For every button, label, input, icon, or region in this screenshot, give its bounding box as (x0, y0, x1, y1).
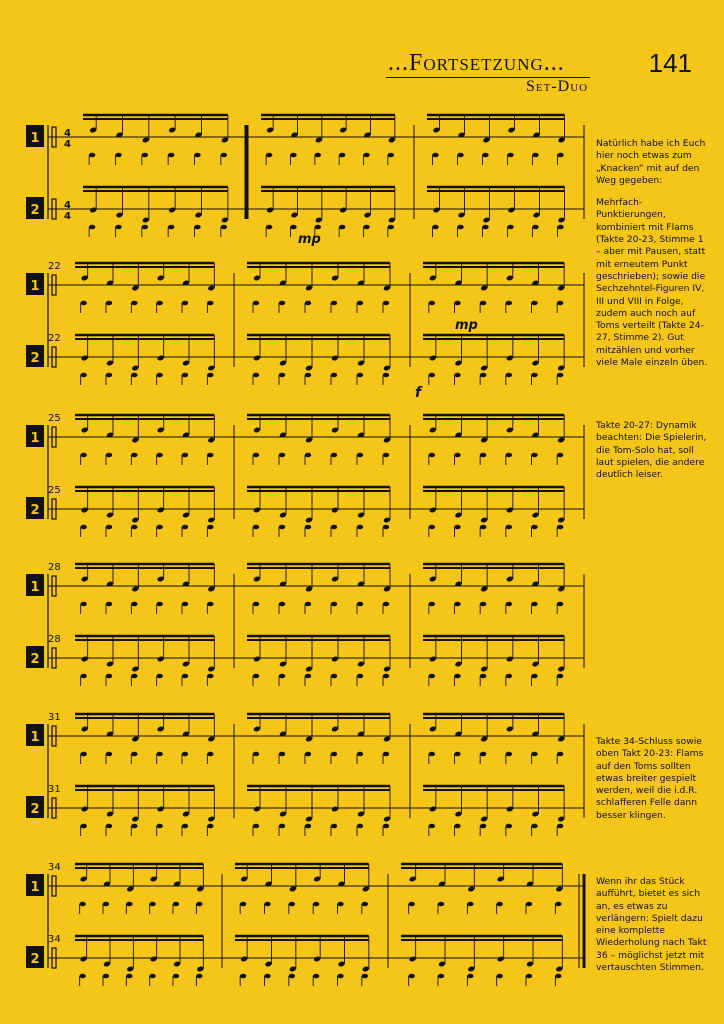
note-head (264, 902, 270, 907)
note-head (331, 373, 337, 378)
note-head (480, 373, 486, 378)
page-subtitle: Set-Duo (526, 78, 589, 95)
note-head (305, 301, 311, 306)
note-head (557, 824, 563, 829)
note-head (526, 974, 532, 979)
staff-label: 2 (30, 952, 40, 967)
note-head (156, 824, 162, 829)
note-head (156, 674, 162, 679)
staff-label: 2 (30, 503, 40, 518)
note-head (438, 974, 444, 979)
note-head (253, 525, 259, 530)
note-head (207, 752, 213, 757)
note-head (506, 301, 512, 306)
note-paragraph: Wenn ihr das Stück aufführt, bietet es sich an, es etwas zu verlängern: Spielt dazu eine komplette Wiederholung nach Takt 36 – möglichst jetzt mit vertauschten Stimmen. (596, 876, 707, 974)
note-head (429, 752, 435, 757)
staff-label: 1 (30, 580, 40, 595)
note-head (79, 902, 85, 907)
note-head (388, 225, 394, 230)
note-head (383, 373, 389, 378)
note-head (337, 974, 343, 979)
note-head (126, 902, 132, 907)
note-head (337, 902, 343, 907)
note-head (156, 602, 162, 607)
note-head (131, 373, 137, 378)
note-head (173, 902, 179, 907)
note-head (429, 602, 435, 607)
page-title: ...Fortsetzung... (388, 50, 565, 76)
note-head (106, 752, 112, 757)
note-head (506, 373, 512, 378)
note-head (557, 373, 563, 378)
note-head (79, 974, 85, 979)
note-head (454, 602, 460, 607)
note-head (506, 674, 512, 679)
note-head (454, 752, 460, 757)
note-head (480, 301, 486, 306)
time-signature: 4 (64, 200, 71, 211)
note-head (305, 824, 311, 829)
note-head (207, 453, 213, 458)
measure-number: 22 (48, 261, 61, 272)
note-head (557, 301, 563, 306)
note-head (305, 602, 311, 607)
staff-label: 2 (30, 351, 40, 366)
note-head (207, 602, 213, 607)
note-head (457, 225, 463, 230)
note-head (315, 153, 321, 158)
note-head (429, 453, 435, 458)
note-head (506, 602, 512, 607)
note-head (506, 453, 512, 458)
note-head (80, 453, 86, 458)
note-head (279, 824, 285, 829)
note-head (103, 902, 109, 907)
note-head (131, 453, 137, 458)
note-head (279, 453, 285, 458)
note-head (383, 453, 389, 458)
note-head (480, 674, 486, 679)
note-head (467, 902, 473, 907)
note-head (305, 525, 311, 530)
note-paragraph: Takte 20-27: Dynamik beachten: Die Spielerin, die Tom-Solo hat, soll laut spielen, die andere deutlich leiser. (596, 420, 707, 481)
note-head (357, 453, 363, 458)
note-head (80, 301, 86, 306)
note-head (429, 373, 435, 378)
note-head (279, 602, 285, 607)
note-head (429, 674, 435, 679)
note-head (557, 674, 563, 679)
time-signature: 4 (64, 128, 71, 139)
note-head (156, 453, 162, 458)
note-head (454, 674, 460, 679)
note-head (383, 301, 389, 306)
note-head (454, 301, 460, 306)
note-head (126, 974, 132, 979)
measure-number: 34 (48, 934, 61, 945)
note-head (131, 602, 137, 607)
note-head (531, 301, 537, 306)
note-head (80, 674, 86, 679)
note-head (131, 824, 137, 829)
note-head (357, 674, 363, 679)
note-head (106, 453, 112, 458)
note-head (182, 525, 188, 530)
note-head (289, 902, 295, 907)
note-head (156, 752, 162, 757)
note-head (103, 974, 109, 979)
score-system (26, 115, 584, 247)
note-head (207, 373, 213, 378)
note-head (438, 902, 444, 907)
note-head (305, 453, 311, 458)
measure-number: 31 (48, 712, 61, 723)
note-head (496, 974, 502, 979)
note-head (131, 301, 137, 306)
note-head (557, 602, 563, 607)
note-head (168, 225, 174, 230)
note-head (266, 153, 272, 158)
note-head (115, 153, 121, 158)
note-head (531, 525, 537, 530)
note-head (507, 225, 513, 230)
note-head (156, 301, 162, 306)
note-head (106, 525, 112, 530)
dynamic-mark: f (415, 385, 422, 401)
note-head (408, 902, 414, 907)
note-head (482, 153, 488, 158)
note-head (106, 301, 112, 306)
note-paragraph: Takte 34-Schluss sowie oben Takt 20-23: Flams auf den Toms sollten etwas breiter gespielt werden, weil die i.d.R. schlafferen Felle dann besser klingen. (596, 736, 704, 821)
measure-number: 31 (48, 784, 61, 795)
note-head (383, 824, 389, 829)
note-head (240, 902, 246, 907)
note-head (106, 824, 112, 829)
note-head (357, 525, 363, 530)
note-head (454, 373, 460, 378)
note-head (207, 674, 213, 679)
staff-label: 1 (30, 730, 40, 745)
note-head (506, 525, 512, 530)
staff-label: 2 (30, 802, 40, 817)
note-head (408, 974, 414, 979)
note-head (432, 225, 438, 230)
note-head (432, 153, 438, 158)
note-head (480, 525, 486, 530)
note-head (168, 153, 174, 158)
note-head (80, 602, 86, 607)
note-head (279, 301, 285, 306)
note-head (182, 453, 188, 458)
note-head (182, 824, 188, 829)
measure-number: 25 (48, 413, 61, 424)
note-head (131, 525, 137, 530)
note-head (313, 902, 319, 907)
note-head (194, 153, 200, 158)
note-head (557, 153, 563, 158)
note-head (507, 153, 513, 158)
note-head (357, 301, 363, 306)
note-head (331, 674, 337, 679)
note-head (331, 301, 337, 306)
note-block-4 (596, 876, 708, 984)
note-head (156, 525, 162, 530)
note-head (429, 301, 435, 306)
note-head (362, 902, 368, 907)
note-head (305, 373, 311, 378)
note-head (290, 153, 296, 158)
note-head (182, 752, 188, 757)
note-head (89, 153, 95, 158)
note-head (142, 153, 148, 158)
note-head (221, 225, 227, 230)
note-head (279, 525, 285, 530)
note-head (131, 752, 137, 757)
note-head (80, 824, 86, 829)
note-head (480, 453, 486, 458)
note-head (357, 602, 363, 607)
note-head (531, 824, 537, 829)
score-system (26, 261, 584, 401)
note-block-1 (596, 138, 708, 379)
dynamic-mark: mp (298, 232, 321, 247)
note-head (357, 373, 363, 378)
measure-number: 28 (48, 634, 61, 645)
note-head (383, 525, 389, 530)
note-head (80, 525, 86, 530)
note-head (506, 824, 512, 829)
note-head (531, 373, 537, 378)
note-head (106, 602, 112, 607)
note-head (557, 752, 563, 757)
note-head (531, 602, 537, 607)
note-head (357, 824, 363, 829)
note-head (207, 525, 213, 530)
note-head (253, 301, 259, 306)
note-head (156, 373, 162, 378)
note-head (531, 752, 537, 757)
note-head (496, 902, 502, 907)
note-head (196, 974, 202, 979)
time-signature: 4 (64, 211, 71, 222)
note-head (106, 373, 112, 378)
note-head (253, 674, 259, 679)
note-head (196, 902, 202, 907)
measure-number: 22 (48, 333, 61, 344)
note-head (290, 225, 296, 230)
score-system (26, 413, 584, 537)
note-head (506, 752, 512, 757)
note-head (253, 824, 259, 829)
note-head (363, 153, 369, 158)
note-head (454, 824, 460, 829)
score-system (26, 712, 584, 836)
note-head (279, 674, 285, 679)
note-head (482, 225, 488, 230)
note-head (131, 674, 137, 679)
note-head (266, 225, 272, 230)
note-head (339, 225, 345, 230)
dynamic-mark: mp (455, 318, 478, 333)
note-block-2 (596, 420, 708, 491)
note-head (555, 974, 561, 979)
note-head (429, 824, 435, 829)
note-head (363, 225, 369, 230)
note-head (457, 153, 463, 158)
note-head (279, 373, 285, 378)
staff-label: 1 (30, 279, 40, 294)
note-head (207, 301, 213, 306)
note-head (331, 752, 337, 757)
note-head (207, 824, 213, 829)
note-paragraph: Natürlich habe ich Euch hier noch etwas zum „Knacken“ mit auf den Weg gegeben: (596, 138, 706, 186)
note-head (480, 752, 486, 757)
note-head (429, 525, 435, 530)
note-head (383, 674, 389, 679)
note-head (253, 453, 259, 458)
note-paragraph: Mehrfach-Punktierungen, kombiniert mit Flams (Takte 20-23, Stimme 1 – aber mit Pausen, statt mit erneutem Punkt geschrieben); sowie die Sechzehntel-Figuren IV, III und VIII in Folge, zudem auch noch auf Toms verteilt (Takte 24-27, Stimme 2). Gut mitzählen und vorher viele Male einzeln üben. (596, 197, 708, 369)
staff-label: 1 (30, 131, 40, 146)
time-signature: 4 (64, 139, 71, 150)
note-head (454, 525, 460, 530)
note-head (221, 153, 227, 158)
note-head (557, 525, 563, 530)
note-head (142, 225, 148, 230)
note-head (149, 974, 155, 979)
note-head (555, 902, 561, 907)
note-head (106, 674, 112, 679)
note-head (182, 301, 188, 306)
note-head (315, 225, 321, 230)
note-head (313, 974, 319, 979)
note-head (264, 974, 270, 979)
note-head (557, 225, 563, 230)
note-head (480, 824, 486, 829)
note-head (182, 674, 188, 679)
note-head (289, 974, 295, 979)
staff-label: 2 (30, 203, 40, 218)
note-head (173, 974, 179, 979)
note-head (531, 453, 537, 458)
measure-number: 34 (48, 862, 61, 873)
note-head (526, 902, 532, 907)
note-head (383, 602, 389, 607)
note-head (182, 373, 188, 378)
note-head (480, 602, 486, 607)
staff-label: 1 (30, 880, 40, 895)
note-head (89, 225, 95, 230)
note-head (362, 974, 368, 979)
note-head (279, 752, 285, 757)
note-head (531, 674, 537, 679)
note-head (182, 602, 188, 607)
staff-label: 2 (30, 652, 40, 667)
note-head (331, 453, 337, 458)
note-block-3 (596, 736, 708, 832)
measure-number: 25 (48, 485, 61, 496)
note-head (454, 453, 460, 458)
note-head (194, 225, 200, 230)
note-head (253, 752, 259, 757)
page-number: 141 (648, 48, 692, 78)
note-head (305, 752, 311, 757)
note-head (149, 902, 155, 907)
note-head (532, 225, 538, 230)
note-head (331, 602, 337, 607)
note-head (557, 453, 563, 458)
note-head (115, 225, 121, 230)
note-head (253, 602, 259, 607)
score-system (26, 562, 584, 686)
note-head (80, 373, 86, 378)
note-head (357, 752, 363, 757)
note-head (305, 674, 311, 679)
note-head (388, 153, 394, 158)
note-head (532, 153, 538, 158)
note-head (383, 752, 389, 757)
score-system (26, 862, 584, 986)
staff-label: 1 (30, 431, 40, 446)
note-head (80, 752, 86, 757)
measure-number: 28 (48, 562, 61, 573)
note-head (240, 974, 246, 979)
note-head (331, 525, 337, 530)
note-head (331, 824, 337, 829)
note-head (253, 373, 259, 378)
note-head (339, 153, 345, 158)
note-head (467, 974, 473, 979)
